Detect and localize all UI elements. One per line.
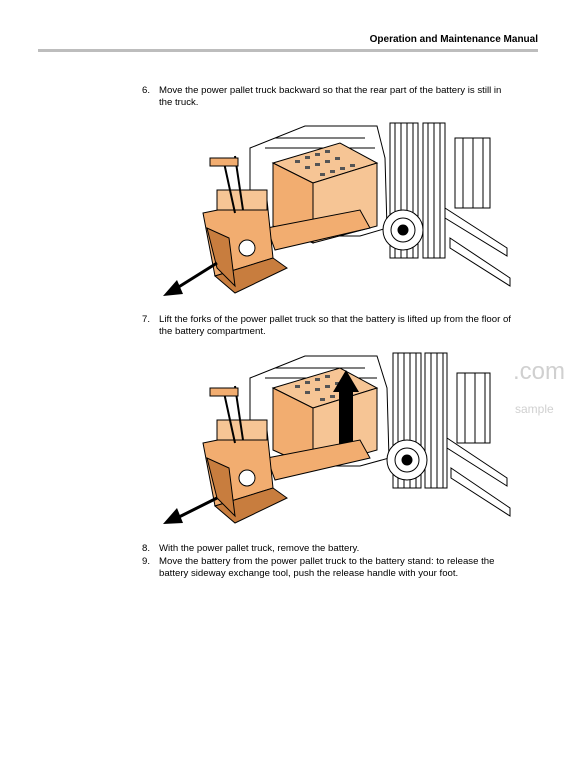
step-text: Lift the forks of the power pallet truck so that the battery is lifted up from the floor of the battery compartment. bbox=[159, 314, 511, 337]
step-number: 6. bbox=[142, 85, 151, 96]
step-text: Move the battery from the power pallet truck to the battery stand: to release the battery sideway exchange tool, push the release handle with your foot. bbox=[159, 556, 495, 579]
watermark-sample: sample bbox=[515, 402, 554, 416]
figure-battery-backward bbox=[155, 118, 515, 303]
figure-battery-lift bbox=[155, 348, 515, 533]
step-number: 8. bbox=[142, 543, 151, 554]
watermark-domain: .com bbox=[513, 358, 566, 385]
direction-arrow bbox=[163, 263, 217, 296]
step-number: 7. bbox=[142, 314, 151, 325]
forklift-mast bbox=[390, 123, 510, 286]
step-text: With the power pallet truck, remove the battery. bbox=[159, 543, 360, 554]
header-rule bbox=[38, 49, 538, 52]
forklift-mast bbox=[393, 353, 510, 516]
direction-arrow bbox=[163, 498, 217, 524]
page-header-title: Operation and Maintenance Manual bbox=[369, 34, 538, 45]
step-number: 9. bbox=[142, 556, 151, 567]
step-text: Move the power pallet truck backward so that the rear part of the battery is still in the truck. bbox=[159, 85, 502, 108]
